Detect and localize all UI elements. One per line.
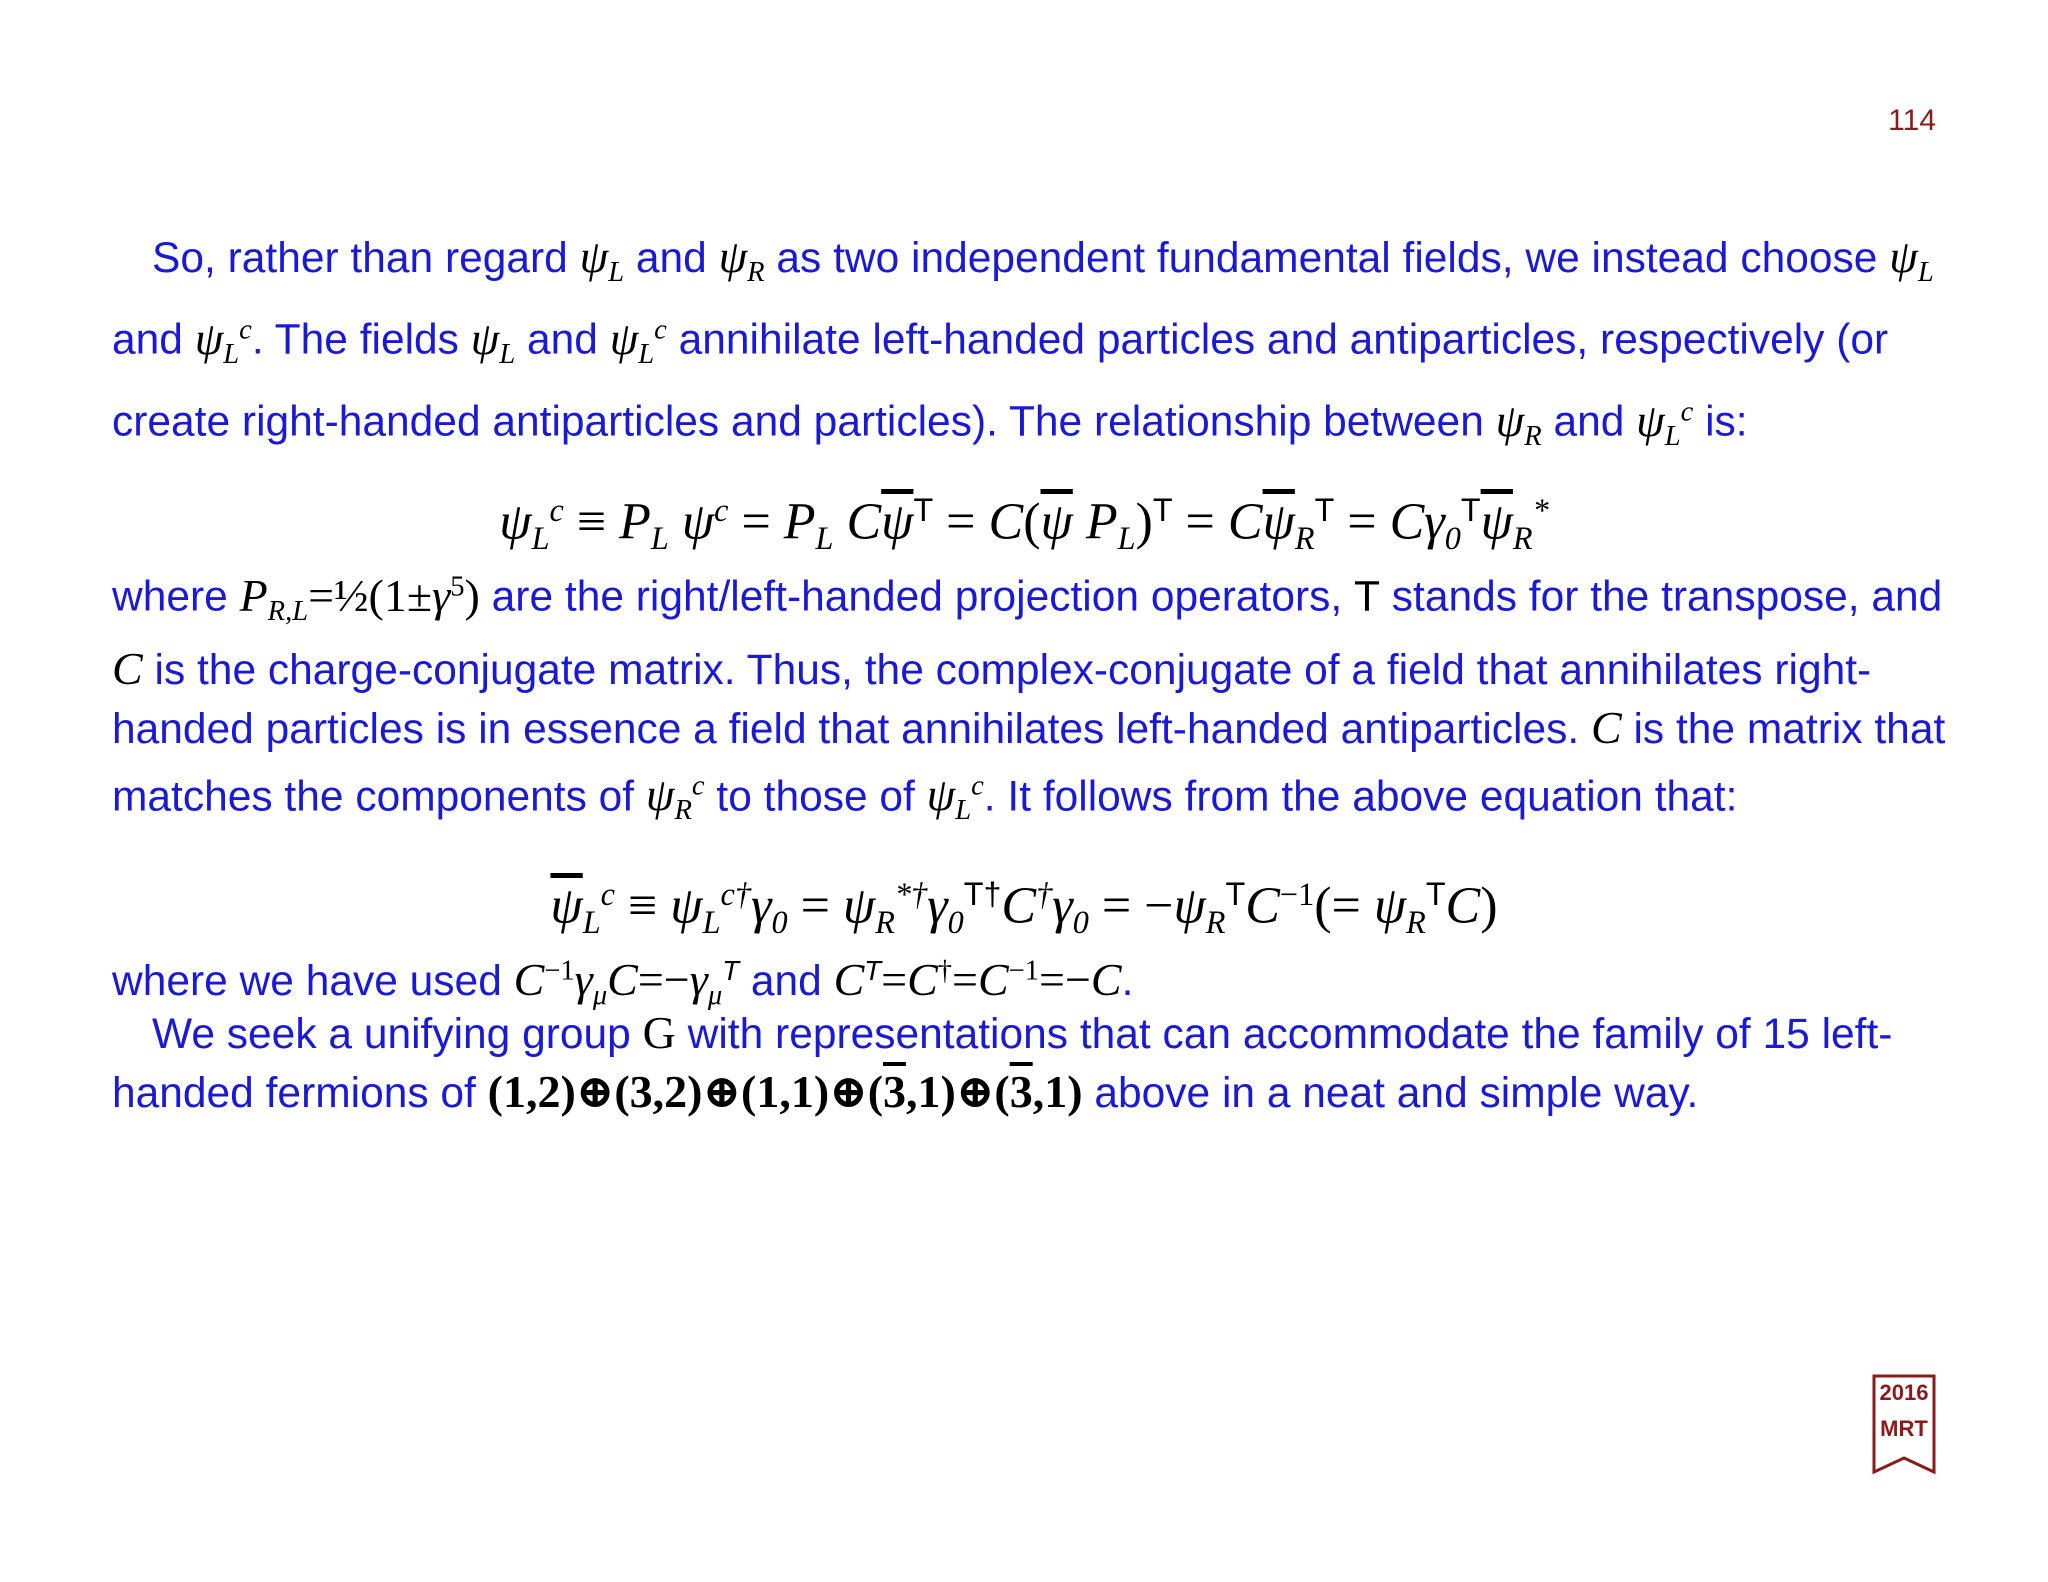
text-run: with representations that can accommodate the family of 15 left-handed fermions of xyxy=(112,1011,1893,1117)
math-C-properties: $C^T=C^\dagger=C^{-1}=-C$ xyxy=(833,954,1122,1006)
text-run: and xyxy=(1541,398,1637,446)
math-psi-L-c: $\psi_L^c$ xyxy=(194,312,252,370)
text-run: where xyxy=(112,573,240,621)
math-representations: (1,2)⊕(3,2)⊕(1,1)⊕(3,1)⊕(3,1) xyxy=(487,1066,1083,1117)
mrt-2016-badge xyxy=(1872,1374,1936,1474)
text-run: to those of xyxy=(704,773,927,821)
text-run: as two independent fundamental fields, we instead choose xyxy=(764,235,1890,282)
equation-conjugate-bar: $\overline{\psi}_L^c \equiv \psi_L^{c\dagger}\gamma_0 = \psi_R^{*\dagger}\gamma_0^{T\dagger}C^\dagger\gamma_0 = -\psi_R^TC^{-1}(= \psi_R^TC)$ xyxy=(550,876,1498,941)
equation-conjugate-field: $\psi_L^c \equiv P_L$ $\psi^c = P_L$ $C\overline{\psi}^T = C(\overline{\psi}$ $P_L)^T = C\overline{\psi}_R^T = C\gamma_0^T\overline{\psi}_R^*$ xyxy=(499,492,1549,557)
text-run: where we have used xyxy=(112,958,514,1006)
text-run: So, rather than regard xyxy=(152,235,580,282)
page-number: 114 xyxy=(1888,104,1936,137)
text-run: is the matrix that matches the components of xyxy=(112,705,1946,821)
math-psi-R: $\psi_R$ xyxy=(1495,394,1542,452)
text-run: and xyxy=(739,958,834,1006)
math-C-gamma-identity: $C^{-1}\gamma_\mu C=-\gamma_\mu^T$ xyxy=(513,954,740,1012)
paragraph-intro xyxy=(112,228,1962,465)
badge-initials: MRT xyxy=(1880,1416,1928,1441)
math-psi-R-c: $\psi_R^c$ xyxy=(645,769,705,827)
text-run: . It follows from the above equation that: xyxy=(983,773,1738,821)
text-run: . xyxy=(1121,958,1134,1006)
text-run: are the right/left-handed projection operators, xyxy=(479,573,1354,621)
text-run: and xyxy=(624,235,719,282)
badge-year: 2016 xyxy=(1879,1380,1929,1405)
math-psi-L-c: $\psi_L^c$ xyxy=(1636,394,1694,452)
text-run: stands for the transpose, and xyxy=(1379,573,1943,621)
math-psi-L: $\psi_L$ xyxy=(579,231,625,289)
math-group-G: G xyxy=(642,1007,676,1058)
math-transpose-symbol: T xyxy=(1353,573,1380,621)
text-run: and xyxy=(112,316,195,364)
math-psi-L: $\psi_L$ xyxy=(1889,231,1934,289)
text-run: is: xyxy=(1693,398,1748,446)
text-run: is the charge-conjugate matrix. Thus, the complex-conjugate of a field that annihilates right-handed particles is in essence a field that annihilates left-handed antiparticles. xyxy=(112,646,1872,753)
math-C: C xyxy=(112,642,143,694)
text-run: annihilate left-handed particles and antiparticles, respectively (or create right-handed antiparticles and particles). The relationship between xyxy=(112,316,1889,446)
paragraph-projection xyxy=(112,558,1962,840)
math-psi-L-c: $\psi_L^c$ xyxy=(926,769,984,827)
math-psi-R: $\psi_R$ xyxy=(718,231,765,289)
math-psi-L-c: $\psi_L^c$ xyxy=(609,312,667,370)
text-run: . The fields xyxy=(251,316,471,364)
math-C: C xyxy=(1590,701,1622,753)
math-projection-operator: $P_{R,L}=\frac{1}{2}(1\pm\gamma^5)$ xyxy=(239,569,480,627)
math-psi-L: $\psi_L$ xyxy=(470,312,516,370)
paragraph-unifying-group xyxy=(112,1004,1962,1122)
text-run: We seek a unifying group xyxy=(152,1011,643,1058)
text-run: above in a neat and simple way. xyxy=(1082,1070,1699,1117)
text-run: and xyxy=(515,316,610,364)
